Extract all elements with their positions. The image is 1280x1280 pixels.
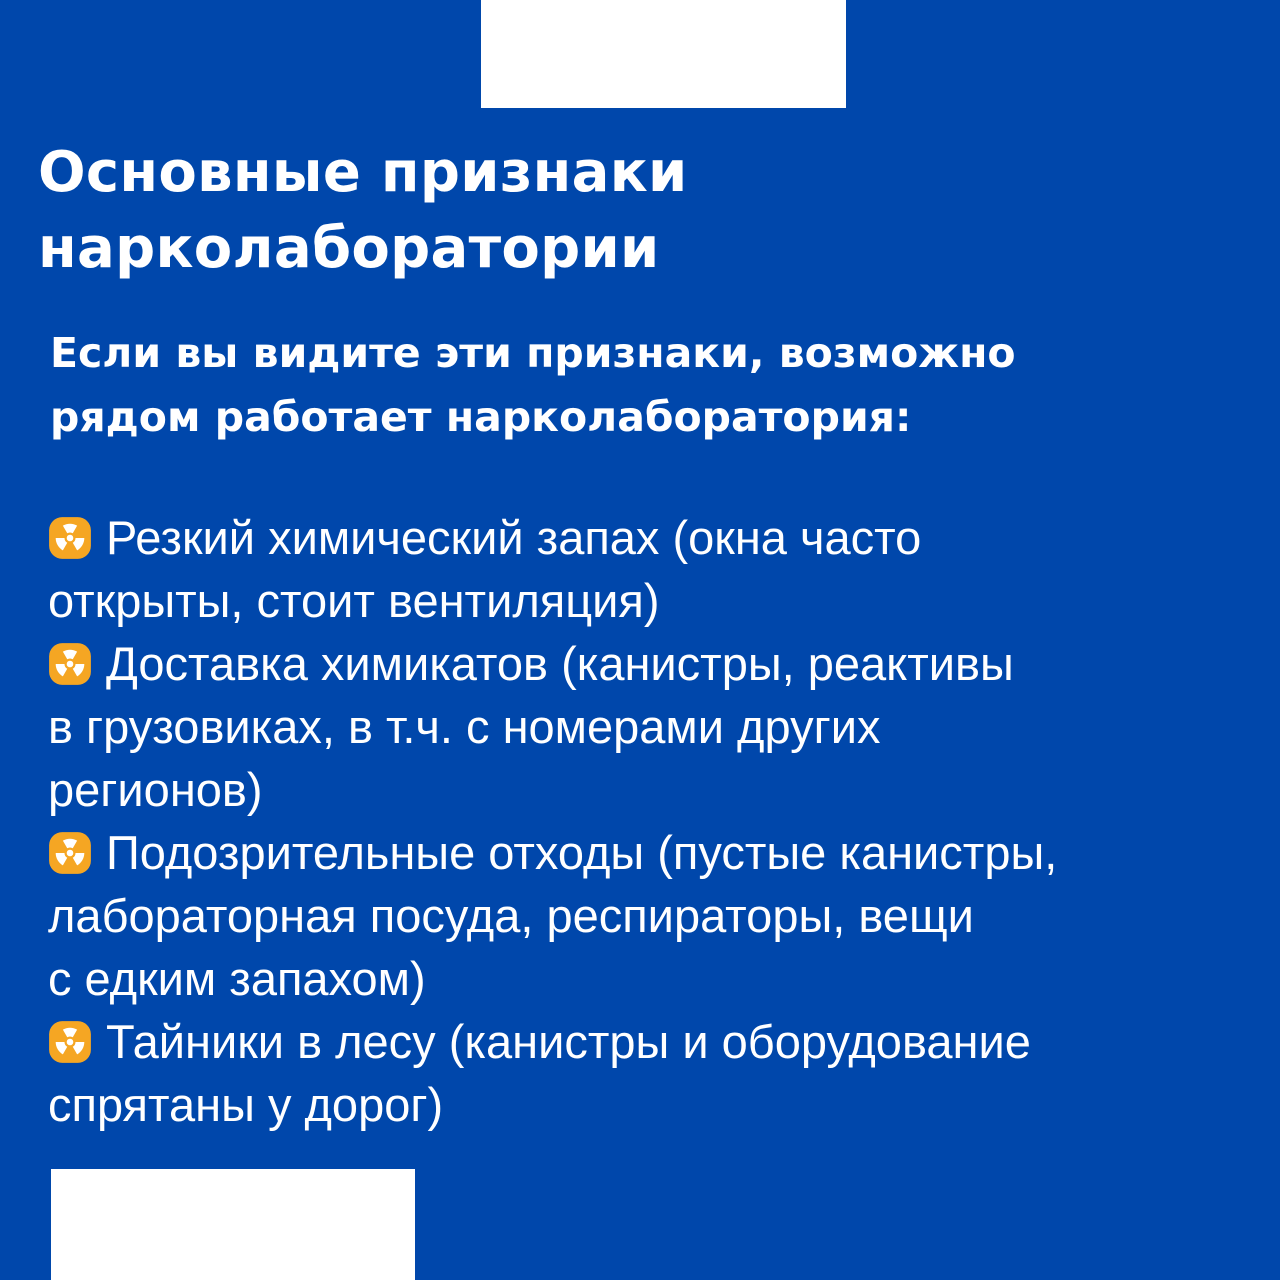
intro-text (50, 321, 1250, 449)
intro-line-2: рядом работает нарколаборатория: (50, 393, 912, 441)
sign-line: регионов) (48, 763, 263, 816)
sign-line: лабораторная посуда, респираторы, вещи (48, 889, 974, 942)
signs-list (48, 506, 1280, 1136)
sign-item-chemical-smell (48, 506, 1280, 632)
sign-line: Доставка химикатов (канистры, реактивы (106, 637, 1014, 690)
radioactive-icon (48, 831, 92, 875)
page-title (38, 135, 1238, 287)
sign-line: Резкий химический запах (окна часто (106, 511, 922, 564)
title-line-1: Основные признаки (38, 140, 688, 205)
radioactive-icon (48, 642, 92, 686)
sign-line: Подозрительные отходы (пустые канистры, (106, 826, 1058, 879)
radioactive-icon (48, 1020, 92, 1064)
sign-line: открыты, стоит вентиляция) (48, 574, 660, 627)
sign-item-chemical-delivery (48, 632, 1280, 821)
sign-line: в грузовиках, в т.ч. с номерами других (48, 700, 881, 753)
sign-item-suspicious-waste (48, 821, 1280, 1010)
sign-item-forest-caches (48, 1010, 1280, 1136)
sign-line: Тайники в лесу (канистры и оборудование (106, 1015, 1031, 1068)
sign-line: с едким запахом) (48, 952, 426, 1005)
title-line-2: нарколаборатории (38, 216, 660, 281)
radioactive-icon (48, 516, 92, 560)
intro-line-1: Если вы видите эти признаки, возможно (50, 329, 1016, 377)
bottom-white-block (51, 1169, 415, 1280)
top-white-block (481, 0, 846, 108)
sign-line: спрятаны у дорог) (48, 1078, 444, 1131)
